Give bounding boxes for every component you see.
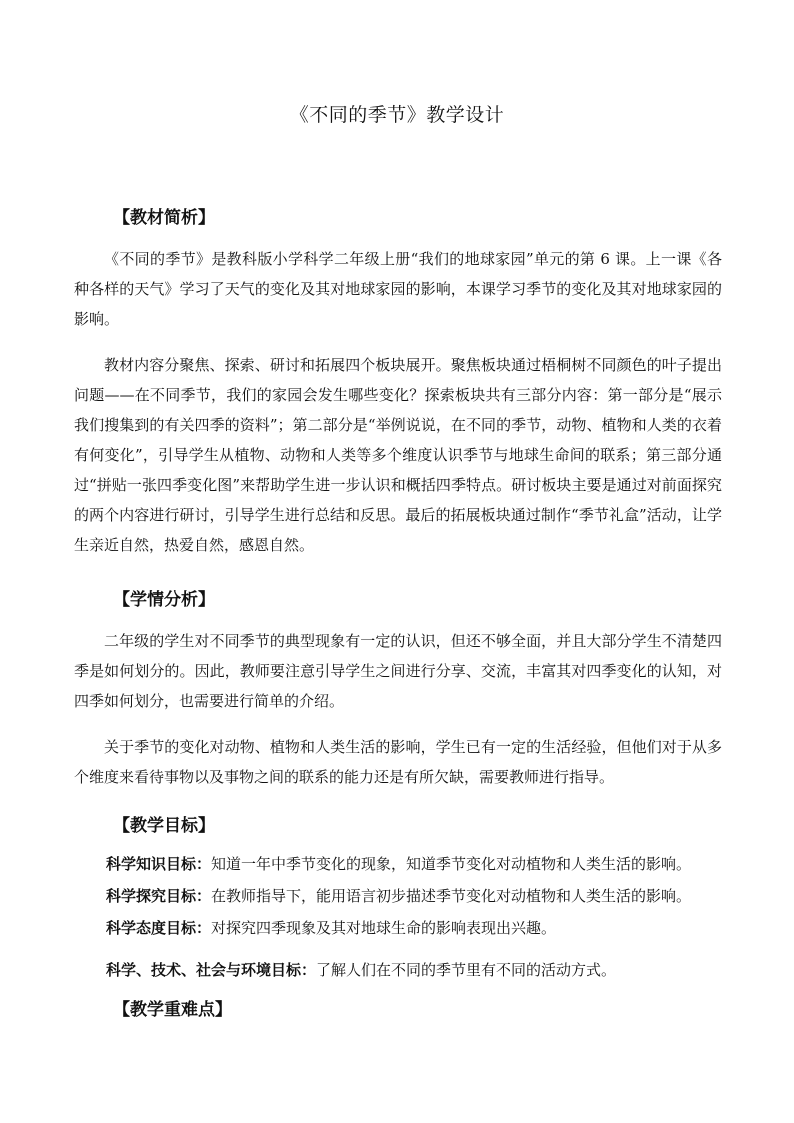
goal-society-environment bbox=[106, 958, 746, 982]
goal-text: 在教师指导下，能用语言初步描述季节变化对动植物和人类生活的影响。 bbox=[211, 887, 692, 905]
paragraph-textbook-content: 教材内容分聚焦、探索、研讨和拓展四个板块展开。聚焦板块通过梧桐树不同颜色的叶子提出问题——在不同季节，我们的家园会发生哪些变化？探索板块共有三部分内容：第一部分是“展示我们搜集到的有关四季的资料”；第二部分是“举例说说，在不同的季节，动物、植物和人类的衣着有何变化”，引导学生从植物、动物和人类等多个维度认识季节与地球生命间的联系；第三部分通过“拼贴一张四季变化图”来帮助学生进一步认识和概括四季特点。研讨板块主要是通过对前面探究的两个内容进行研讨，引导学生进行总结和反思。最后的拓展板块通过制作“季节礼盒”活动，让学生亲近自然，热爱自然，感恩自然。 bbox=[74, 356, 722, 554]
section-heading-teaching-goals: 【教学目标】 bbox=[113, 816, 215, 836]
section-heading-student-analysis: 【学情分析】 bbox=[113, 590, 215, 610]
paragraph-textbook-intro: 《不同的季节》是教科版小学科学二年级上册“我们的地球家园”单元的第 6 课。上一课《各种各样的天气》学习了天气的变化及其对地球家园的影响，本课学习季节的变化及其对地球家园的影响。 bbox=[74, 250, 722, 328]
document-title: 《不同的季节》教学设计 bbox=[289, 104, 505, 126]
goal-attitude bbox=[106, 916, 746, 940]
section-heading-key-difficulties: 【教学重难点】 bbox=[113, 1000, 232, 1020]
goal-inquiry bbox=[106, 884, 746, 908]
goal-text: 知道一年中季节变化的现象，知道季节变化对动植物和人类生活的影响。 bbox=[211, 855, 692, 873]
goal-label: 科学态度目标： bbox=[106, 919, 212, 937]
goal-knowledge bbox=[106, 852, 746, 876]
paragraph-student-analysis-2: 关于季节的变化对动物、植物和人类生活的影响，学生已有一定的生活经验，但他们对于从多个维度来看待事物以及事物之间的联系的能力还是有所欠缺，需要教师进行指导。 bbox=[74, 738, 722, 786]
goal-text: 对探究四季现象及其对地球生命的影响表现出兴趣。 bbox=[211, 919, 557, 937]
section-heading-textbook-analysis: 【教材简析】 bbox=[113, 208, 215, 228]
goal-text: 了解人们在不同的季节里有不同的活动方式。 bbox=[316, 961, 617, 979]
paragraph-student-analysis-1: 二年级的学生对不同季节的典型现象有一定的认识，但还不够全面，并且大部分学生不清楚四季是如何划分的。因此，教师要注意引导学生之间进行分享、交流，丰富其对四季变化的认知，对四季如何划分，也需要进行简单的介绍。 bbox=[74, 632, 722, 710]
goal-label: 科学、技术、社会与环境目标： bbox=[106, 961, 317, 979]
goal-label: 科学知识目标： bbox=[106, 855, 212, 873]
goal-label: 科学探究目标： bbox=[106, 887, 212, 905]
